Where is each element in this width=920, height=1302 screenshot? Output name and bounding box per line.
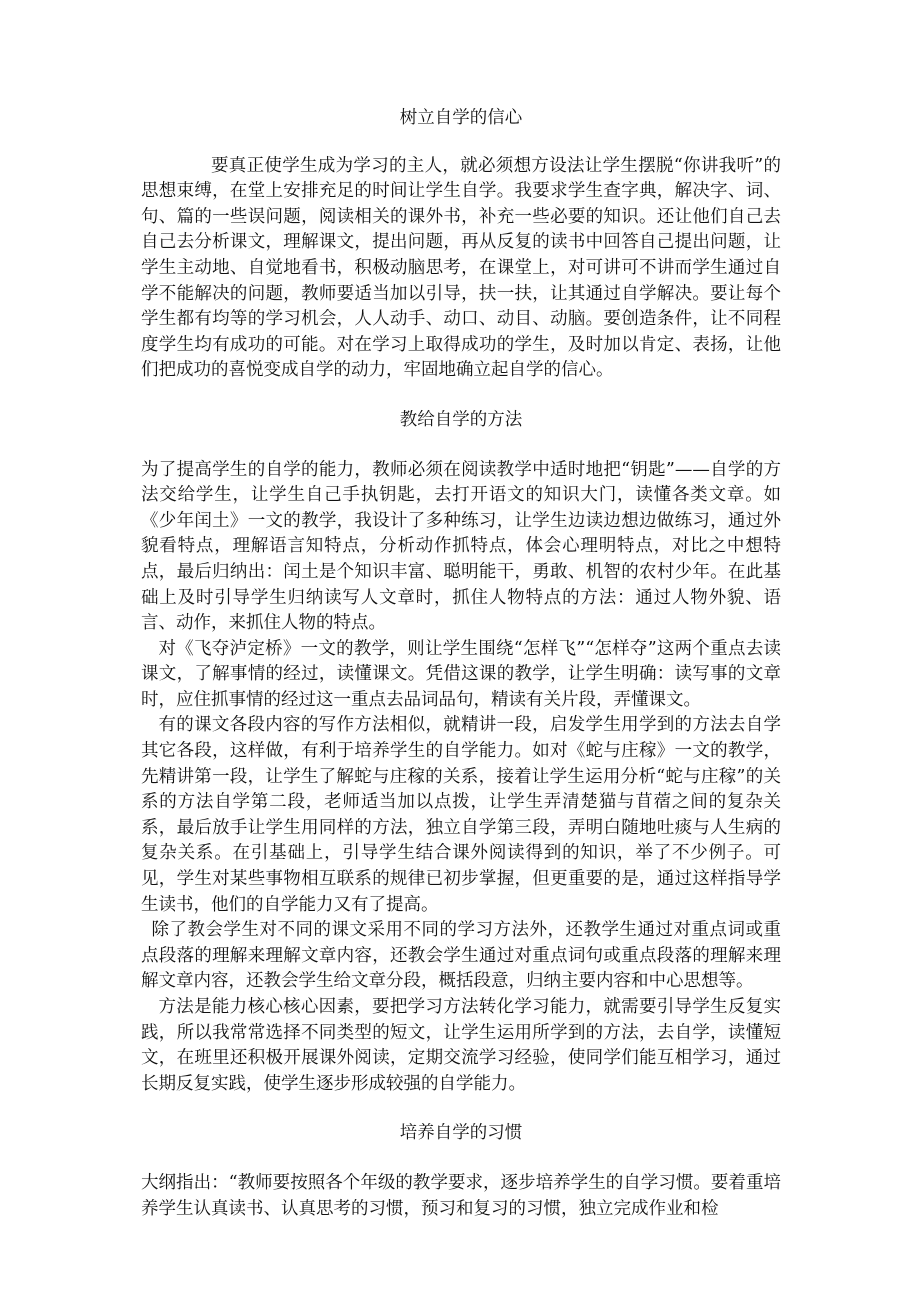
- paragraph: 对《飞夺泸定桥》一文的教学，则让学生围绕“怎样飞”“怎样夺”这两个重点去读课文，了解事情的经过，读懂课文。凭借这课的教学，让学生明确：读写事的文章时，应住抓事情的经过这一重点去品词品句，精读有关片段，弄懂课文。: [141, 638, 781, 710]
- section-title: 教给自学的方法: [399, 409, 523, 430]
- paragraph: 大纲指出：“教师要按照各个年级的教学要求，逐步培养学生的自学习惯。要着重培养学生认真读书、认真思考的习惯，预习和复习的习惯，独立完成作业和检: [141, 1172, 781, 1219]
- paragraph: 有的课文各段内容的写作方法相似，就精讲一段，启发学生用学到的方法去自学其它各段，这样做，有利于培养学生的自学能力。如对《蛇与庄稼》一文的教学，先精讲第一段，让学生了解蛇与庄稼的关系，接着让学生运用分析“蛇与庄稼”的关系的方法自学第二段，老师适当加以点拨，让学生弄清楚猫与苜蓿之间的复杂关系，最后放手让学生用同样的方法，独立自学第三段，弄明白随地吐痰与人生病的复杂关系。在引基础上，引导学生结合课外阅读得到的知识，举了不少例子。可见，学生对某些事物相互联系的规律已初步掌握，但更重要的是，通过这样指导学生读书，他们的自学能力又有了提高。: [141, 715, 781, 915]
- document-page: [141, 106, 781, 1222]
- paragraph: 方法是能力核心核心因素，要把学习方法转化学习能力，就需要引导学生反复实践，所以我常常选择不同类型的短文，让学生运用所学到的方法，去自学，读懂短文，在班里还积极开展课外阅读，定期交流学习经验，使同学们能互相学习，通过长期反复实践，使学生逐步形成较强的自学能力。: [141, 997, 781, 1094]
- section-title: 树立自学的信心: [399, 108, 523, 128]
- section-title: 培养自学的习惯: [399, 1123, 523, 1144]
- paragraph: 要真正使学生成为学习的主人，就必须想方设法让学生摆脱“你讲我听”的思想束缚，在堂上安排充足的时间让学生自学。我要求学生查字典，解决字、词、句、篇的一些误问题，阅读相关的课外书，补充一些必要的知识。还让他们自己去自己去分析课文，理解课文，提出问题，再从反复的读书中回答自己提出问题，让学生主动地、自觉地看书，积极动脑思考，在课堂上，对可讲可不讲而学生通过自学不能解决的问题，教师要适当加以引导，扶一扶，让其通过自学解决。要让每个学生都有均等的学习机会，人人动手、动口、动目、动脑。要创造条件，让不同程度学生均有成功的可能。对在学习上取得成功的学生，及时加以肯定、表扬，让他们把成功的喜悦变成自学的动力，牢固地确立起自学的信心。: [141, 155, 781, 381]
- paragraph: 除了教会学生对不同的课文采用不同的学习方法外，还教学生通过对重点词或重点段落的理解来理解文章内容，还教会学生通过对重点词句或重点段落的理解来理解文章内容，还教会学生给文章分段，概括段意，归纳主要内容和中心思想等。: [141, 920, 781, 992]
- paragraph: 为了提高学生的自学的能力，教师必须在阅读教学中适时地把“钥匙”——自学的方法交给学生，让学生自己手执钥匙，去打开语文的知识大门，读懂各类文章。如《少年闰土》一文的教学，我设计了多种练习，让学生边读边想边做练习，通过外貌看特点，理解语言知特点，分析动作抓特点，体会心理明特点，对比之中想特点，最后归纳出：闰土是个知识丰富、聪明能干，勇敢、机智的农村少年。在此基础上及时引导学生归纳读写人文章时，抓住人物特点的方法：通过人物外貌、语言、动作，来抓住人物的特点。: [141, 459, 781, 634]
